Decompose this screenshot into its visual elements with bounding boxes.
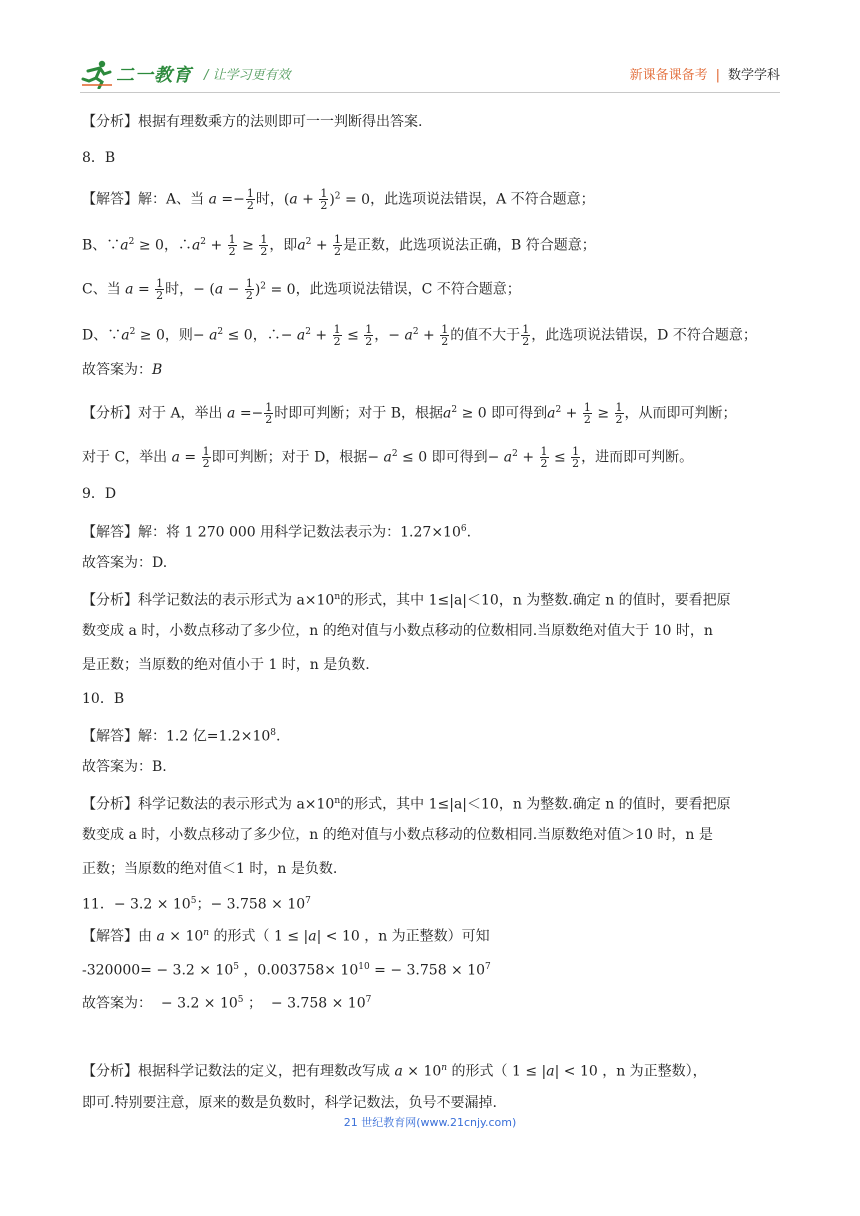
q8-solution-d: D、$\because a^2 \ge 0$，则− $a^2 \le 0$，∴− $a^2$ + $\frac{1}{2}$ ≤ $\frac{1}{2}$ ，− $a^2$ + $\frac{1}{2}$ 的值不大于 $\frac{1}{2}$ ，此选项说法错误，D 不符合题意； (82, 323, 757, 349)
text: 7 (305, 896, 311, 906)
q10-final: 故答案为：B. (82, 759, 167, 775)
text: = − 3.758 × 10 (374, 962, 486, 979)
text: 的形式，其中 1≤|a|＜10，n 为整数.确定 n 的值时，要看把原 (340, 796, 731, 813)
text: − 3.758 × 10 (270, 995, 366, 1012)
text: B (152, 362, 163, 378)
q8-analysis-2: 对于 C，举出 a = $\frac{1}{2}$ 即可判断；对于 D，根据− $a^2 \le 0$ 即可得到− $a^2$ + $\frac{1}{2}$ ≤ $\frac{1}{2}$ ，进而即可判断。 (82, 445, 694, 471)
header-right (630, 64, 780, 83)
slogan: / 让学习更有效 (204, 68, 291, 83)
analysis-7: 【分析】根据有理数乘方的法则即可一一判断得出答案. (82, 114, 423, 130)
text: 故答案为： (82, 995, 152, 1012)
text: -320000= − 3.2 × 10 (82, 962, 234, 979)
text: 即可得到 (491, 405, 548, 422)
text: 7 (365, 995, 372, 1005)
text: ，∴ (163, 237, 192, 254)
q11-final (82, 990, 371, 1014)
q11-solution-2 (82, 957, 491, 981)
text: 7 (485, 962, 491, 972)
page-footer: 21 世纪教育网(www.21cnjy.com) (343, 1116, 517, 1129)
text: . (276, 728, 281, 745)
text: ，此选项说法错误，A 不符合题意； (370, 191, 595, 208)
text: n (334, 796, 341, 806)
text: 的形式，其中 1≤|a|＜10，n 为整数.确定 n 的值时，要看把原 (340, 592, 731, 609)
text: 5 (237, 995, 244, 1005)
text: 时即可判断；对于 B，根据 (274, 405, 444, 422)
q10-analysis-3: 正数；当原数的绝对值＜1 时，n 是负数. (82, 861, 338, 877)
q10-analysis-2: 数变成 a 时，小数点移动了多少位，n 的绝对值与小数点移动的位数相同.当原数绝对值＞10 时，n 是 (82, 827, 713, 843)
q8-solution-c: C、当 a = $\frac{1}{2}$ 时，− (a − $\frac{1}{2}$ )$^2$ = 0，此选项说法错误，C 不符合题意； (82, 277, 521, 303)
text: 6 (460, 524, 467, 534)
q11-solution: 【解答】由 $a \times 10^n$ 的形式（ 1 ≤ |a| < 10 ，n 为正整数）可知 (82, 928, 490, 945)
text: 【分析】科学记数法的表示形式为 a×10 (82, 796, 335, 813)
q11-answer (82, 891, 311, 915)
q9-answer: 9．D (82, 486, 117, 502)
text: 即可判断；对于 D，根据 (211, 449, 368, 466)
text: ，从而即可判断； (624, 405, 737, 422)
text: 时， (165, 281, 194, 298)
text: 10 (340, 962, 359, 979)
subject-label: 数学学科 (727, 68, 780, 83)
text: 【分析】对于 A，举出 (82, 405, 223, 422)
text: 【解答】解：1.2 亿=1.2×10 (82, 728, 271, 745)
header-rule (80, 92, 780, 93)
text: ，0.003758× (243, 962, 336, 979)
text: 【解答】解：将 1 270 000 用科学记数法表示为：1.27×10 (82, 524, 461, 541)
text: 的值不大于 (450, 327, 521, 344)
q9-analysis-1 (82, 587, 731, 611)
text: . (466, 524, 472, 541)
text: 是正数，此选项说法正确，B 符合题意； (343, 237, 596, 254)
runner-icon (80, 59, 114, 89)
text: ，此选项说法错误，C 不符合题意； (295, 281, 521, 298)
text: 10 (358, 962, 370, 972)
text: ；− 3.758 × 10 (196, 896, 306, 913)
text: 时， (255, 191, 284, 208)
brand-logo (80, 58, 192, 90)
text: ，n 为正整数）可知 (364, 928, 490, 945)
text: ，此选项说法错误，D 不符合题意； (531, 327, 757, 344)
q8-analysis-1: 【分析】对于 A，举出 a =− $\frac{1}{2}$ 时即可判断；对于 B，根据$a^2 \ge 0$ 即可得到$a^2$ + $\frac{1}{2}$ ≥ $\frac{1}{2}$ ，从而即可判断； (82, 401, 737, 427)
text: ，∴ (252, 327, 281, 344)
text: D、∵ (82, 327, 122, 344)
text: 即可得到 (431, 449, 488, 466)
text: 故答案为： (82, 362, 152, 378)
page-header (80, 58, 780, 92)
q8-final (82, 360, 162, 380)
text: A、当 (166, 191, 205, 208)
text: B、∵ (82, 237, 121, 254)
text: 【分析】科学记数法的表示形式为 a×10 (82, 592, 335, 609)
q9-solution (82, 519, 471, 543)
q10-answer: 10．B (82, 691, 125, 707)
course-label: 新课备课备考 (629, 68, 708, 83)
q8-solution-b: B、$\because a^2 \ge 0$，$\therefore a^2$ + $\frac{1}{2}$ ≥ $\frac{1}{2}$ ，即$a^2$ + $\frac{1}{2}$ 是正数，此选项说法正确，B 符合题意； (82, 233, 596, 259)
text: ，则 (164, 327, 193, 344)
text: 5 (190, 896, 197, 906)
header-separator: | (715, 68, 720, 83)
text: 【分析】根据科学记数法的定义，把有理数改写成 (82, 1063, 390, 1080)
text: n (334, 592, 341, 602)
text: 5 (233, 962, 239, 972)
q9-analysis-3: 是正数；当原数的绝对值小于 1 时，n 是负数. (82, 657, 370, 673)
text: ， (374, 327, 389, 344)
text: 【解答】由 (82, 928, 152, 945)
solution-label: 【解答】解： (82, 191, 166, 208)
text: ，进而即可判断。 (581, 449, 694, 466)
logo-text: 二一教育 (116, 65, 192, 86)
text: 11．− 3.2 × 10 (82, 896, 191, 913)
text: ，n 为正整数）， (602, 1063, 707, 1080)
text: − 3.2 × 10 (160, 995, 238, 1012)
text: 的形式（ (451, 1063, 508, 1080)
q11-analysis-2: 即可.特别要注意，原来的数是负数时，科学记数法，负号不要漏掉. (82, 1095, 497, 1111)
q9-analysis-2: 数变成 a 时，小数点移动了多少位，n 的绝对值与小数点移动的位数相同.当原数绝对值大于 10 时，n (82, 623, 713, 639)
text: 的形式（ (213, 928, 270, 945)
text: ； (247, 995, 262, 1012)
q9-final: 故答案为：D. (82, 555, 168, 571)
text: 对于 C，举出 (82, 449, 168, 466)
q11-analysis-1: 【分析】根据科学记数法的定义，把有理数改写成 $a \times 10^n$ 的形式（ 1 ≤ |a| < 10 ，n 为正整数）， (82, 1063, 707, 1080)
text: C、当 (82, 281, 121, 298)
q8-solution-a: 【解答】解：A、当 a =− $\frac{1}{2}$ 时，(a + $\frac{1}{2}$ )$^2$ = 0，此选项说法错误，A 不符合题意； (82, 187, 595, 213)
text: ，即 (269, 237, 298, 254)
q10-analysis-1 (82, 791, 731, 815)
q8-answer: 8．B (82, 150, 116, 166)
text: 8 (270, 728, 276, 738)
q10-solution (82, 723, 280, 747)
